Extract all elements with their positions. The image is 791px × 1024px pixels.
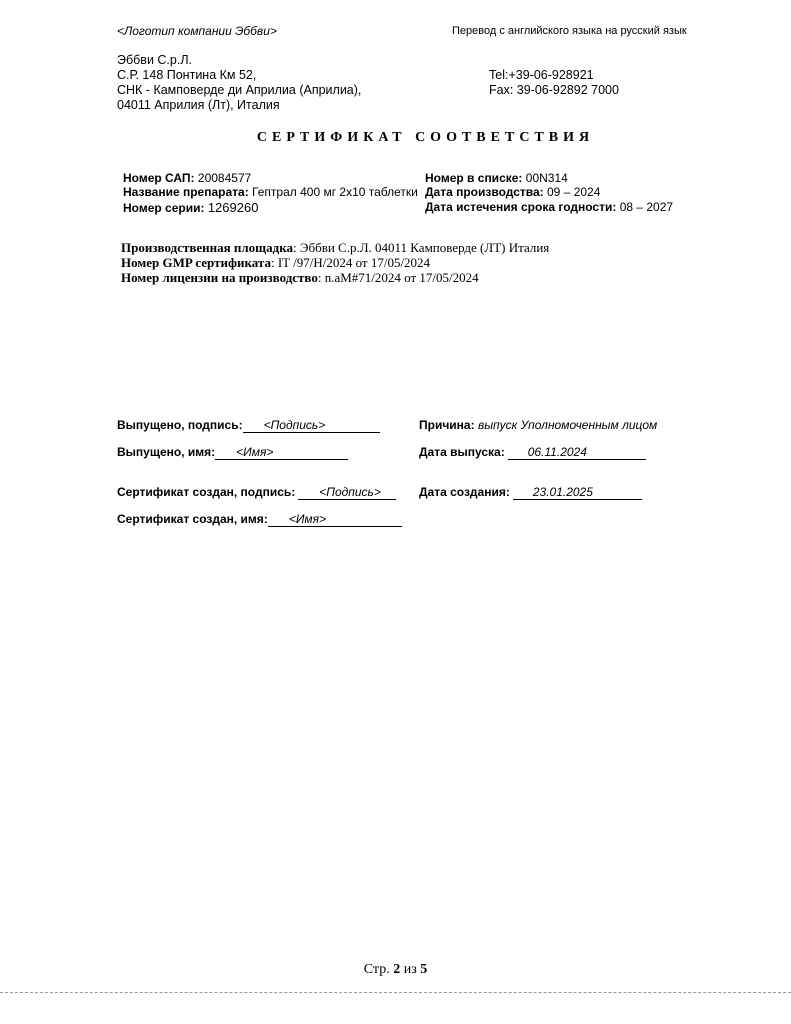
logo-placeholder: <Логотип компании Эббви> xyxy=(117,24,277,38)
list-value: 00N314 xyxy=(525,171,568,185)
license-value: : n.aM#71/2024 от 17/05/2024 xyxy=(317,270,479,285)
address-line-1: С.Р. 148 Понтина Км 52, xyxy=(117,68,257,82)
sap-value: 20084577 xyxy=(197,171,252,185)
released-signature-label: Выпущено, подпись: xyxy=(117,418,243,432)
expiry-date xyxy=(425,200,673,215)
creation-date-label: Дата создания: xyxy=(419,485,510,499)
creation-date xyxy=(419,485,642,500)
page-separator: из xyxy=(403,962,417,977)
created-name-label: Сертификат создан, имя: xyxy=(117,512,268,526)
address-line-3: 04011 Априлия (Лт), Италия xyxy=(117,98,280,112)
gmp-label: Номер GMP сертификата xyxy=(121,255,271,270)
product-name-value: Гептрал 400 мг 2х10 таблетки xyxy=(252,185,418,199)
created-signature-label: Сертификат создан, подпись: xyxy=(117,485,296,499)
page-total: 5 xyxy=(420,962,428,977)
created-signature-value: <Подпись> xyxy=(298,486,396,500)
expiry-date-value: 08 – 2027 xyxy=(619,200,674,214)
created-name-value: <Имя> xyxy=(268,513,402,527)
gmp-certificate xyxy=(121,255,430,270)
production-site-value: : Эббви С.р.Л. 04011 Камповерде (ЛТ) Италия xyxy=(293,240,550,255)
telephone: Tel:+39-06-928921 xyxy=(489,68,594,82)
manufacture-date-value: 09 – 2024 xyxy=(547,185,601,199)
manufacture-date-label: Дата производства: xyxy=(425,185,544,199)
manufacture-date xyxy=(425,185,600,200)
address-line-2: СНК - Камповерде ди Априлиа (Априлиа), xyxy=(117,83,362,97)
document-title: СЕРТИФИКАТ СООТВЕТСТВИЯ xyxy=(256,130,595,145)
release-reason-value: выпуск Уполномоченным лицом xyxy=(477,418,658,432)
release-reason xyxy=(419,418,657,433)
production-site xyxy=(121,240,549,255)
product-name-label: Название препарата: xyxy=(123,185,249,199)
page-current: 2 xyxy=(393,962,401,977)
page-prefix: Стр. xyxy=(363,962,390,977)
list-number xyxy=(425,171,568,186)
release-date-label: Дата выпуска: xyxy=(419,445,505,459)
created-name xyxy=(117,512,402,527)
page-number xyxy=(0,962,791,978)
released-signature xyxy=(117,418,380,433)
released-name-value: <Имя> xyxy=(215,446,348,460)
released-signature-value: <Подпись> xyxy=(243,419,380,433)
release-reason-label: Причина: xyxy=(419,418,475,432)
released-name-label: Выпущено, имя: xyxy=(117,445,216,459)
gmp-value: : IT /97/H/2024 от 17/05/2024 xyxy=(270,255,431,270)
list-label: Номер в списке: xyxy=(425,171,523,185)
expiry-date-label: Дата истечения срока годности: xyxy=(425,200,617,214)
released-name xyxy=(117,445,348,460)
fax: Fax: 39-06-92892 7000 xyxy=(489,83,619,97)
release-date-value: 06.11.2024 xyxy=(508,446,646,460)
manufacturing-license xyxy=(121,270,479,285)
batch-number xyxy=(123,200,258,216)
batch-label: Номер серии: xyxy=(123,201,205,215)
company-name: Эббви С.р.Л. xyxy=(117,53,192,67)
created-signature xyxy=(117,485,396,500)
creation-date-value: 23.01.2025 xyxy=(513,486,642,500)
production-site-label: Производственная площадка xyxy=(121,240,294,255)
batch-value: 1269260 xyxy=(207,200,259,215)
translation-note: Перевод с английского языка на русский язык xyxy=(452,25,687,37)
sap-label: Номер САП: xyxy=(123,171,195,185)
page-break-divider xyxy=(0,992,791,993)
license-label: Номер лицензии на производство xyxy=(121,270,318,285)
release-date xyxy=(419,445,646,460)
product-name xyxy=(123,185,418,200)
sap-number xyxy=(123,171,251,186)
